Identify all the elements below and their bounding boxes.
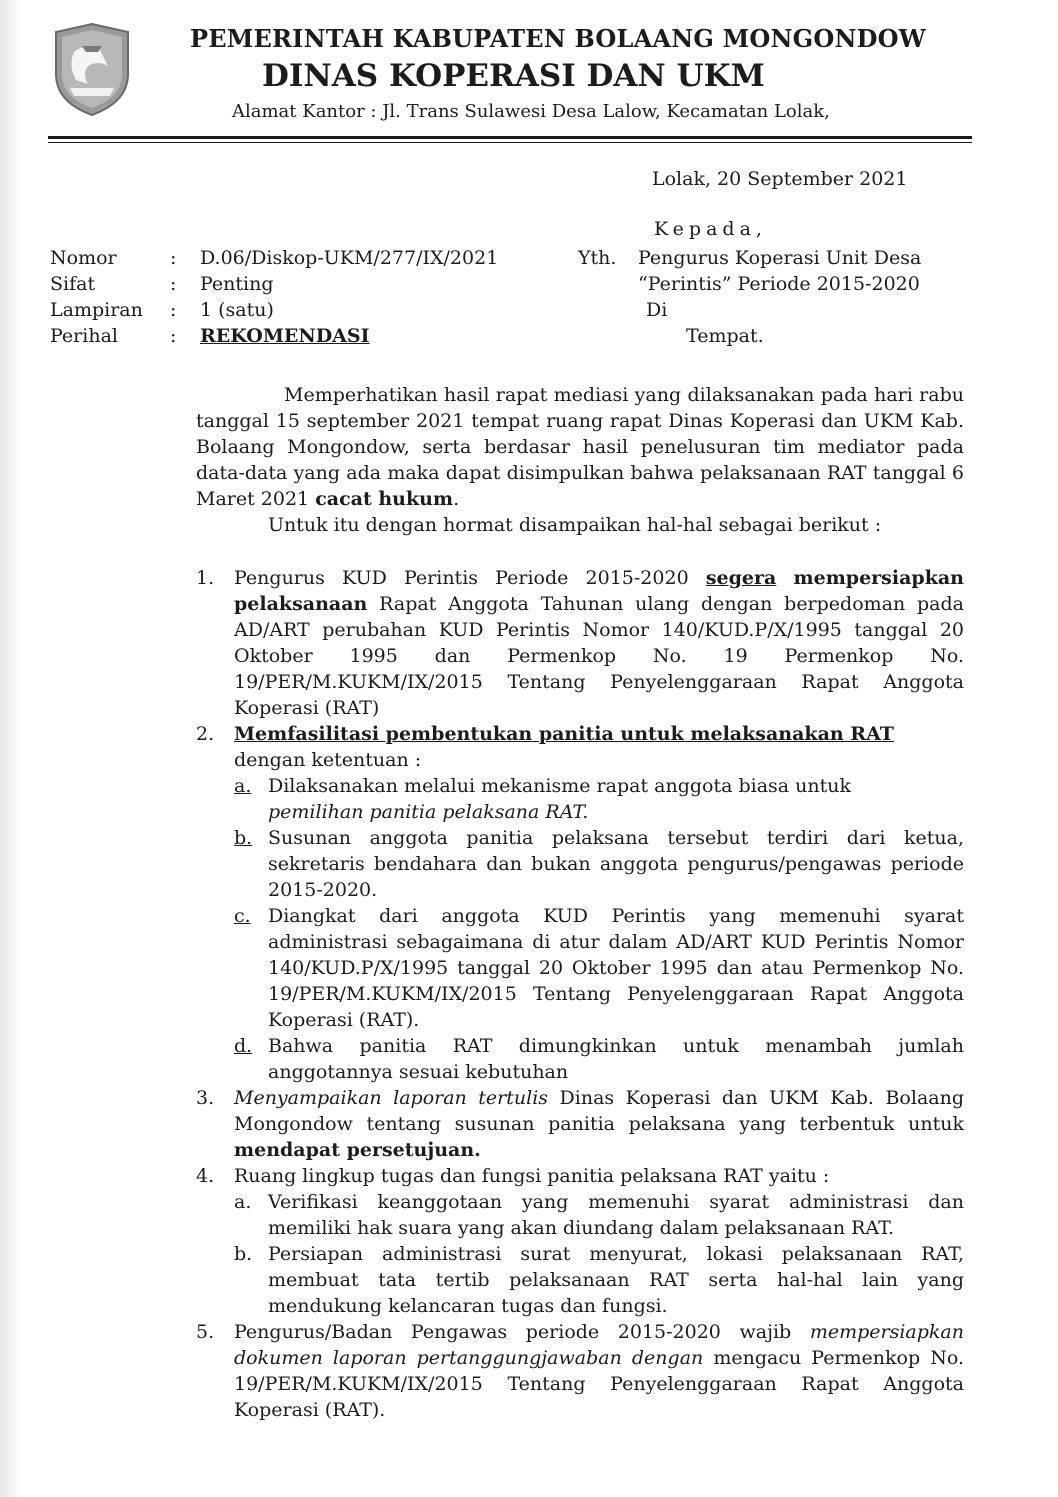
list-item [196, 1319, 964, 1423]
list-item [196, 565, 964, 721]
letter-meta [50, 245, 498, 349]
sub-letter: c. [234, 905, 251, 927]
recipient-block [638, 245, 921, 349]
letterhead-rule-thin [48, 142, 972, 143]
intro-paragraph: Untuk itu dengan hormat disampaikan hal-hal sebagai berikut : [268, 514, 882, 536]
cacat-hukum-text: cacat hukum [315, 488, 454, 510]
item-text: mengacu Permenkop No. 19/PER/M.KUKM/IX/2015 Tentang Penyelenggaraan Rapat Anggota Koperasi (RAT). [234, 1347, 964, 1421]
colon: : [170, 273, 177, 295]
item-bold: mempersiapkan pelaksanaan [234, 567, 964, 615]
meta-row-sifat [50, 271, 498, 297]
sub-item [234, 1241, 964, 1319]
item-text: Rapat Anggota Tahunan ulang dengan berpedoman pada AD/ART perubahan KUD Perintis Nomor 140/KUD.P/X/1995 tanggal 20 Oktober 1995 dan Permenkop No. 19 Permenkop No. 19/PER/M.KUKM/IX/2015 Tentang Penyelenggaraan Rapat Anggota Koperasi (RAT) [234, 593, 964, 719]
colon: : [170, 299, 177, 321]
item-text: Ruang lingkup tugas dan fungsi panitia pelaksana RAT yaitu : [234, 1165, 830, 1187]
opening-paragraph [196, 382, 964, 512]
item-text-italic: mempersiapkan dokumen laporan pertanggungjawaban dengan [234, 1321, 964, 1369]
points-list [196, 565, 964, 1423]
lampiran-value: 1 (satu) [200, 299, 274, 321]
yth-label: Yth. [578, 247, 617, 269]
sifat-label: Sifat [50, 273, 96, 295]
item-number: 5. [196, 1321, 215, 1343]
sub-text: Verifikasi keanggotaan yang memenuhi syarat administrasi dan memiliki hak suara yang akan diundang dalam pelaksanaan RAT. [268, 1191, 964, 1239]
letterhead-rule-thick [48, 136, 972, 139]
sifat-value: Penting [200, 273, 274, 295]
regency-emblem-icon [52, 22, 132, 117]
list-item [196, 1163, 964, 1189]
letter-body [196, 382, 964, 538]
item-number: 1. [196, 567, 215, 589]
nomor-label: Nomor [50, 247, 117, 269]
period: . [453, 488, 460, 510]
item-text-italic: Menyampaikan laporan tertulis [234, 1087, 549, 1109]
sub-text: Bahwa panitia RAT dimungkinkan untuk menambah jumlah anggotannya sesuai kebutuhan [268, 1035, 964, 1083]
list-item [196, 1085, 964, 1163]
office-address: Alamat Kantor : Jl. Trans Sulawesi Desa Lalow, Kecamatan Lolak, [232, 101, 830, 122]
sub-letter: a. [234, 775, 252, 797]
recipient-line-1: Pengurus Koperasi Unit Desa [638, 247, 922, 269]
sub-text: Susunan anggota panitia pelaksana tersebut terdiri dari ketua, sekretaris bendahara dan bukan anggota pengurus/pengawas periode 2015-2020. [268, 827, 964, 901]
government-name: PEMERINTAH KABUPATEN BOLAANG MONGONDOW [190, 24, 926, 53]
opening-text: Memperhatikan hasil rapat mediasi yang dilaksanakan pada hari rabu tanggal 15 september 2021 tempat ruang rapat Dinas Koperasi dan UKM Kab. Bolaang Mongondow, serta berdasar hasil penelusuran tim mediator pada data-data yang ada maka dapat disimpulkan bahwa pelaksanaan RAT tanggal 6 Maret 2021 [196, 384, 964, 510]
colon: : [170, 325, 177, 347]
item-bold: mendapat persetujuan. [234, 1139, 481, 1161]
item-number: 4. [196, 1165, 215, 1187]
meta-row-perihal [50, 323, 498, 349]
letter-date: Lolak, 20 September 2021 [652, 168, 908, 190]
perihal-value: REKOMENDASI [200, 325, 370, 347]
item-number: 3. [196, 1087, 215, 1109]
scan-edge-shadow [0, 0, 22, 1497]
kepada-label: Kepada, [654, 218, 767, 240]
nomor-value: D.06/Diskop-UKM/277/IX/2021 [200, 247, 499, 269]
item-text: Pengurus/Badan Pengawas periode 2015-2020 wajib [234, 1321, 792, 1343]
lampiran-label: Lampiran [50, 299, 143, 321]
sub-text: Dilaksanakan melalui mekanisme rapat anggota biasa untuk [268, 775, 851, 797]
sub-text: Persiapan administrasi surat menyurat, lokasi pelaksanaan RAT, membuat tata tertib pelaksanaan RAT serta hal-hal lain yang mendukung kelancaran tugas dan fungsi. [268, 1243, 964, 1317]
sub-text: Diangkat dari anggota KUD Perintis yang memenuhi syarat administrasi sebagaimana di atur dalam AD/ART KUD Perintis Nomor 140/KUD.P/X/1995 tanggal 20 Oktober 1995 dan atau Permenkop No. 19/PER/M.KUKM/IX/2015 Tentang Penyelenggaraan Rapat Anggota Koperasi (RAT). [268, 905, 964, 1031]
item-bold-underline: segera [705, 567, 777, 589]
sub-item [234, 1189, 964, 1241]
sub-item [234, 903, 964, 1033]
meta-row-nomor [50, 245, 498, 271]
agency-name: DINAS KOPERASI DAN UKM [262, 58, 765, 94]
item-text: dengan ketentuan : [234, 749, 422, 771]
item-number: 2. [196, 723, 215, 745]
sub-letter: b. [234, 1243, 253, 1265]
item-text: Dinas Koperasi dan UKM Kab. Bolaang Mongondow tentang susunan panitia pelaksana yang terbentuk untuk [234, 1087, 964, 1135]
item-text: Pengurus KUD Perintis Periode 2015-2020 [234, 567, 689, 589]
sub-item [234, 1033, 964, 1085]
list-item [196, 721, 964, 773]
perihal-label: Perihal [50, 325, 118, 347]
recipient-di: Di [646, 299, 668, 321]
sub-item [234, 825, 964, 903]
sub-text-italic: pemilihan panitia pelaksana RAT. [268, 801, 589, 823]
item-bold-underline: Memfasilitasi pembentukan panitia untuk melaksanakan RAT [234, 723, 894, 745]
sub-letter: d. [234, 1035, 253, 1057]
colon: : [170, 247, 177, 269]
sub-item [234, 773, 964, 825]
sub-letter: b. [234, 827, 253, 849]
meta-row-lampiran [50, 297, 498, 323]
sub-letter: a. [234, 1191, 252, 1213]
recipient-tempat: Tempat. [686, 325, 764, 347]
recipient-line-2: “Perintis” Periode 2015-2020 [638, 273, 920, 295]
